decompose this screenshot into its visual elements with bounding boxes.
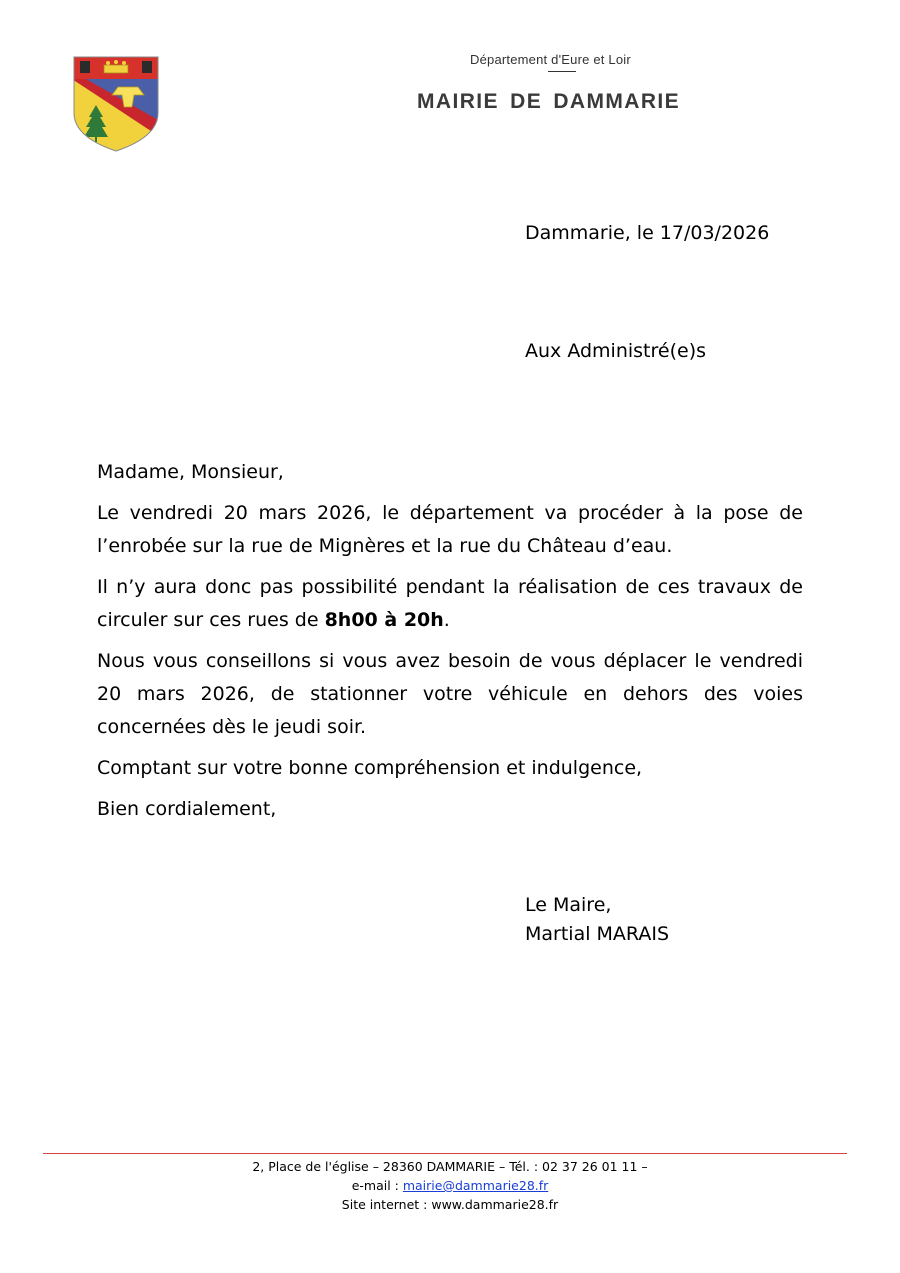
signature-block	[525, 891, 669, 949]
footer	[0, 1157, 900, 1214]
paragraph-2	[97, 571, 803, 637]
paragraph-2-hours: 8h00 à 20h	[324, 609, 444, 631]
paragraph-2-end: .	[443, 609, 450, 631]
footer-email-link[interactable]: mairie@dammarie28.fr	[402, 1178, 549, 1193]
paragraph-1: Le vendredi 20 mars 2026, le département va procéder à la pose de l’enrobée sur la rue de Mignères et la rue du Château d’eau.	[97, 502, 803, 557]
paragraph-4: Comptant sur votre bonne compréhension et indulgence,	[97, 757, 643, 779]
footer-email-line	[0, 1176, 900, 1195]
footer-website: Site internet : www.dammarie28.fr	[341, 1197, 559, 1212]
letter-date: Dammarie, le 17/03/2026	[525, 222, 770, 244]
department-underline	[548, 71, 576, 72]
department-heading: Département d'Eure et Loir	[470, 52, 631, 67]
footer-address: 2, Place de l'église – 28360 DAMMARIE – Tél. : 02 37 26 01 11 –	[252, 1159, 648, 1174]
letter-body	[97, 456, 803, 834]
mairie-title: MAIRIE DE DAMMARIE	[417, 90, 681, 113]
signature-title: Le Maire,	[525, 894, 612, 916]
paragraph-3: Nous vous conseillons si vous avez besoin de vous déplacer le vendredi 20 mars 2026, de stationner votre véhicule en dehors des voies concernées dès le jeudi soir.	[97, 650, 803, 738]
footer-email-label: e-mail :	[351, 1178, 403, 1193]
footer-divider	[43, 1153, 847, 1154]
letter-recipient: Aux Administré(e)s	[525, 340, 707, 362]
salutation: Madame, Monsieur,	[97, 461, 284, 483]
coat-of-arms-icon	[72, 55, 160, 153]
signature-name: Martial MARAIS	[525, 923, 670, 945]
closing: Bien cordialement,	[97, 798, 277, 820]
paragraph-2-text: Il n’y aura donc pas possibilité pendant la réalisation de ces travaux de circuler sur ces rues de	[97, 576, 803, 631]
